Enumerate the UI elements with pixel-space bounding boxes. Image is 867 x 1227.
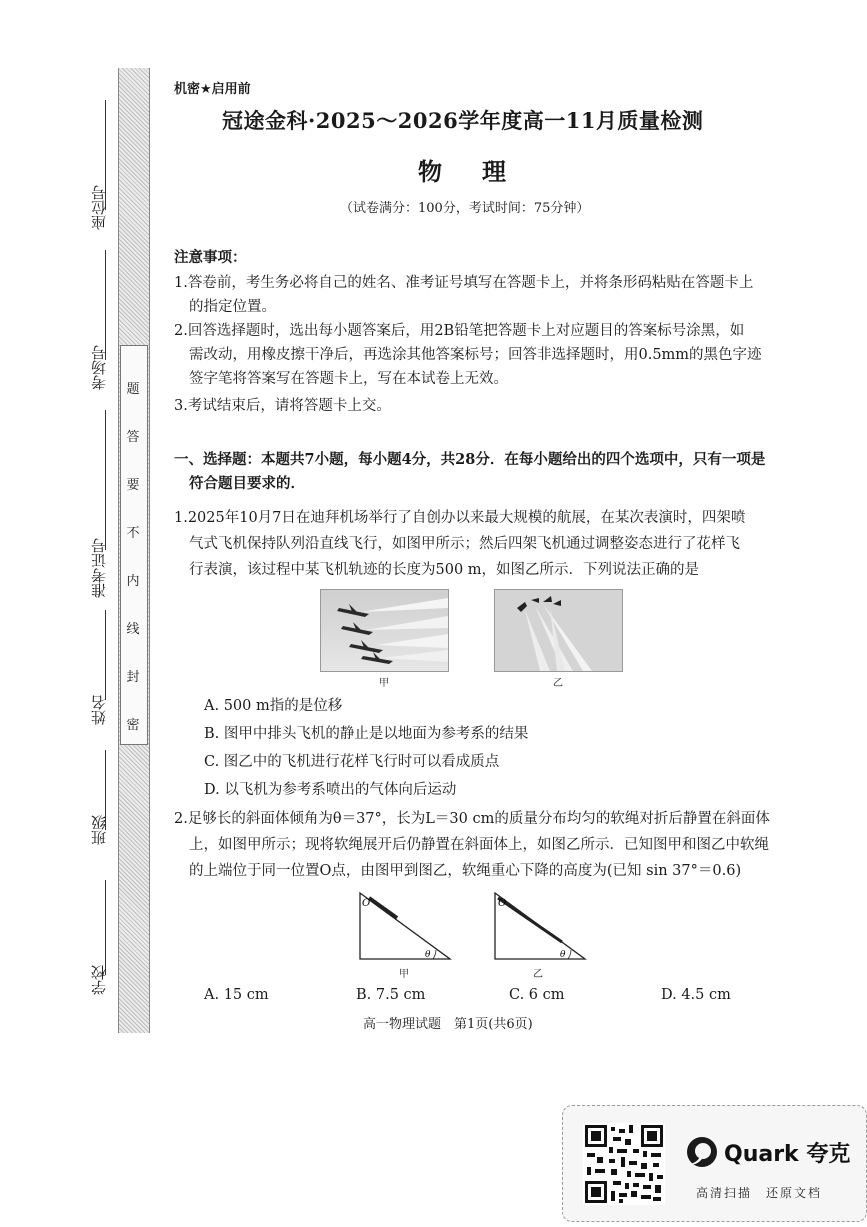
option-a: A. 15 cm (204, 987, 269, 1003)
option-d: D. 4.5 cm (661, 987, 731, 1003)
figure-incline-folded (355, 890, 455, 962)
option-b: B. 7.5 cm (356, 987, 426, 1003)
point-o-label: O (362, 898, 371, 909)
option-d: D. 以飞机为参考系喷出的气体向后运动 (204, 782, 457, 798)
point-o-label: O (498, 898, 507, 909)
name-label: 姓名 (90, 695, 108, 725)
notice-line: 3.考试结束后，请将答题卡上交。 (174, 398, 391, 414)
binding-char: 不 (126, 526, 140, 541)
question-1-text: 行表演，该过程中某飞机轨迹的长度为500 m，如图乙所示．下列说法正确的是 (189, 562, 700, 578)
figure-caption: 甲 (379, 678, 389, 689)
question-2-text: 2.足够长的斜面体倾角为θ＝37°，长为L＝30 cm的质量分布均匀的软绳对折后静置在斜面体 (174, 811, 770, 827)
figure-jet-formation-photo (320, 589, 449, 672)
fill-line (105, 250, 106, 360)
binding-char: 题 (126, 382, 140, 397)
binding-char: 内 (126, 574, 140, 589)
fill-line (105, 880, 106, 975)
binding-char: 要 (126, 478, 140, 493)
qr-code-icon (583, 1123, 665, 1205)
scan-watermark-card (562, 1105, 867, 1222)
page-footer: 高一物理试题 第1页(共6页) (363, 1017, 533, 1032)
angle-label: θ (560, 950, 566, 960)
figure-caption: 乙 (553, 678, 563, 689)
option-c: C. 6 cm (509, 987, 565, 1003)
figure-caption: 甲 (399, 969, 409, 980)
question-1-text: 气式飞机保持队列沿直线飞行，如图甲所示；然后四架飞机通过调整姿态进行了花样飞 (189, 536, 740, 552)
notice-line: 的指定位置。 (189, 299, 276, 315)
admission-number-label: 准考证号 (90, 538, 108, 598)
notice-line: 需改动，用橡皮擦干净后，再选涂其他答案标号；回答非选择题时，用0.5mm的黑色字迹 (189, 347, 762, 363)
section-heading: 符合题目要求的． (189, 475, 305, 492)
binding-char: 封 (126, 670, 140, 685)
question-2-text: 的上端位于同一位置O点，由图甲到图乙，软绳重心下降的高度为(已知 sin 37°＝0.6) (189, 863, 742, 879)
option-a: A. 500 m指的是位移 (204, 698, 343, 714)
school-label: 学校 (90, 965, 108, 995)
option-b: B. 图甲中排头飞机的静止是以地面为参考系的结果 (204, 726, 529, 742)
notice-line: 签字笔将答案写在答题卡上，写在本试卷上无效。 (189, 371, 508, 387)
exam-room-label: 考场号 (90, 345, 108, 390)
option-c: C. 图乙中的飞机进行花样飞行时可以看成质点 (204, 754, 500, 770)
section-heading: 一、选择题：本题共7小题，每小题4分，共28分．在每小题给出的四个选项中，只有一项是 (174, 451, 766, 468)
notice-line: 1.答卷前，考生务必将自己的姓名、准考证号填写在答题卡上，并将条形码粘贴在答题卡上 (174, 275, 754, 291)
figure-caption: 乙 (533, 969, 543, 980)
fill-line (105, 410, 106, 550)
binding-char: 线 (126, 622, 140, 637)
quark-logo-icon (686, 1136, 718, 1168)
angle-label: θ (425, 950, 431, 960)
binding-char: 答 (126, 430, 140, 445)
seat-number-label: 座位号 (90, 185, 108, 230)
subject-title: 物理 (418, 157, 546, 186)
class-label: 班级 (90, 815, 108, 845)
confidential-mark: 机密★启用前 (174, 82, 251, 97)
notice-heading: 注意事项： (174, 249, 247, 266)
binding-char: 密 (126, 718, 140, 733)
fill-line (105, 610, 106, 700)
figure-jet-aerobatics-photo (494, 589, 623, 672)
notice-line: 2.回答选择题时，选出每小题答案后，用2B铅笔把答题卡上对应题目的答案标号涂黑，如 (174, 323, 745, 339)
exam-title: 冠途金科·2025～2026学年度高一11月质量检测 (222, 108, 704, 133)
figure-incline-unfolded (490, 890, 590, 962)
question-1-text: 1.2025年10月7日在迪拜机场举行了自创办以来最大规模的航展，在某次表演时，四架喷 (174, 510, 746, 526)
binding-notice-box (120, 345, 148, 745)
quark-brand-text: Quark 夸克 (724, 1142, 851, 1167)
exam-info: （试卷满分：100分，考试时间：75分钟） (340, 201, 590, 216)
quark-tagline: 高清扫描 还原文档 (696, 1186, 823, 1200)
question-2-text: 上，如图甲所示；现将软绳展开后仍静置在斜面体上，如图乙所示．已知图甲和图乙中软绳 (189, 837, 769, 853)
